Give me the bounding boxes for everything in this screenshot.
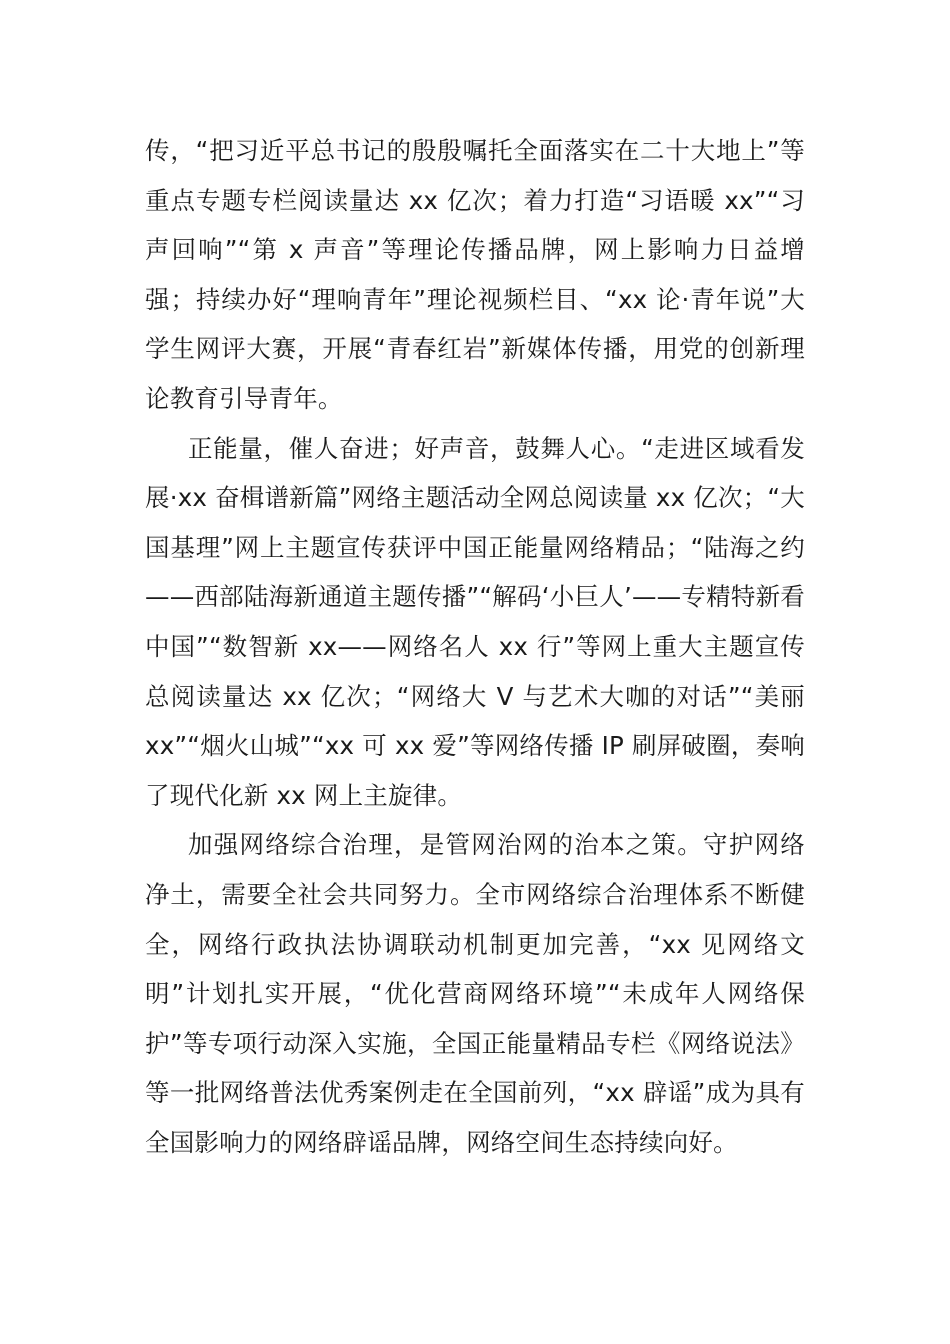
paragraph-1: 传，“把习近平总书记的殷殷嘱托全面落实在二十大地上”等重点专题专栏阅读量达 xx 亿次；着力打造“习语暖 xx”“习声回响”“第 x 声音”等理论传播品牌，网上影响力日益增强；持续办好“理响青年”理论视频栏目、“xx 论·青年说”大学生网评大赛，开展“青春红岩”新媒体传播，用党的创新理论教育引导青年。 <box>145 136 805 413</box>
paragraph-2: 正能量，催人奋进；好声音，鼓舞人心。“走进区域看发展·xx 奋楫谱新篇”网络主题活动全网总阅读量 xx 亿次；“大国基理”网上主题宣传获评中国正能量网络精品；“陆海之约——西部陆海新通道主题传播”“解码‘小巨人’——专精特新看中国”“数智新 xx——网络名人 xx 行”等网上重大主题宣传总阅读量达 xx 亿次；“网络大 V 与艺术大咖的对话”“美丽 xx”“烟火山城”“xx 可 xx 爱”等网络传播 IP 刷屏破圈，奏响了现代化新 xx 网上主旋律。 <box>145 433 805 810</box>
document-body <box>145 126 805 1167</box>
paragraph-3: 加强网络综合治理，是管网治网的治本之策。守护网络净土，需要全社会共同努力。全市网络综合治理体系不断健全，网络行政执法协调联动机制更加完善，“xx 见网络文明”计划扎实开展，“优化营商网络环境”“未成年人网络保护”等专项行动深入实施，全国正能量精品专栏《网络说法》等一批网络普法优秀案例走在全国前列，“xx 辟谣”成为具有全国影响力的网络辟谣品牌，网络空间生态持续向好。 <box>145 830 805 1157</box>
